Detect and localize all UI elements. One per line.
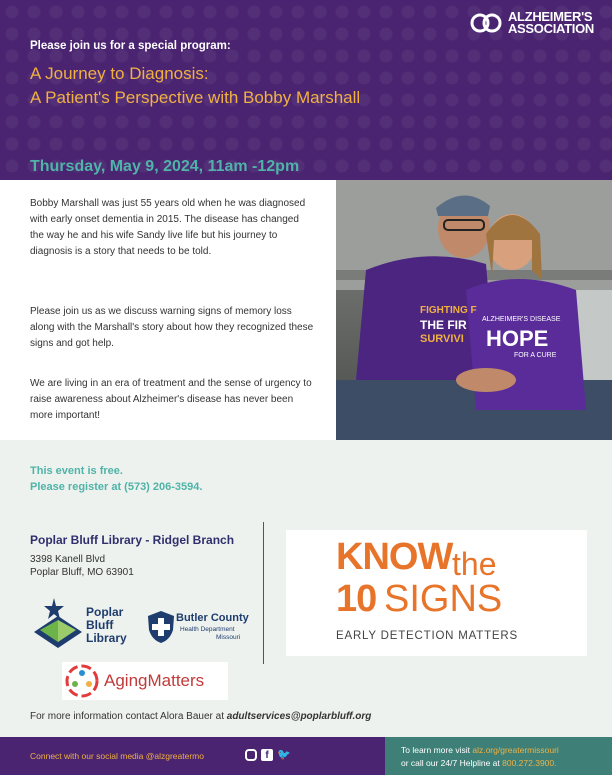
vertical-divider — [263, 522, 264, 664]
signs-word: SIGNS — [384, 578, 503, 620]
library-book-icon — [30, 594, 86, 654]
social-text: Connect with our social media @alzgreatermo — [30, 751, 204, 761]
learn-prefix: To learn more visit — [401, 745, 470, 755]
the-word: the — [452, 546, 497, 582]
description-panel — [0, 180, 336, 440]
shirt-text-right-3: FOR A CURE — [514, 352, 557, 359]
venue-street: 3398 Kanell Blvd — [30, 554, 106, 565]
shirt-text-right-1: ALZHEIMER'S DISEASE — [482, 316, 561, 323]
shield-icon — [146, 610, 176, 644]
shirt-text-right-2: HOPE — [486, 326, 549, 351]
butler-line2: Health Department — [180, 626, 235, 633]
alzheimers-association-logo — [470, 10, 594, 36]
aging-matters-text: AgingMatters — [104, 671, 205, 690]
ten-word: 10 — [336, 578, 377, 620]
twitter-icon[interactable]: 🐦 — [277, 749, 291, 761]
register-text: Please register at (573) 206-3594. — [30, 481, 203, 493]
intro-text: Please join us for a special program: — [30, 40, 231, 52]
early-detection-text: EARLY DETECTION MATTERS — [336, 630, 518, 642]
contact-email[interactable]: adultservices@poplarbluff.org — [226, 711, 372, 722]
instagram-icon[interactable] — [245, 749, 257, 761]
facebook-icon[interactable]: f — [261, 749, 273, 761]
helpline-prefix: or call our 24/7 Helpline at — [401, 758, 500, 768]
butler-line1: Butler County — [176, 612, 249, 624]
free-text: This event is free. — [30, 465, 123, 477]
shirt-text-left-1: FIGHTING F — [420, 305, 477, 316]
paragraph-3: We are living in an era of treatment and the sense of urgency to raise awareness about Alzheimer's disease has never been more important! — [30, 378, 312, 421]
logo-line1: ALZHEIMER'S — [507, 9, 593, 24]
pbl-line2: Bluff — [86, 618, 114, 632]
venue-address — [30, 553, 134, 579]
contact-text: For more information contact Alora Bauer at — [30, 711, 224, 722]
paragraph-1: Bobby Marshall was just 55 years old when he was diagnosed with early onset dementia in 2015. The disease has changed the way he and his wife Sandy live life but his journey to diagnosis is a story that needs to be told. — [30, 198, 306, 257]
logo-line2: ASSOCIATION — [507, 21, 594, 36]
helpline-number[interactable]: 800.272.3900. — [502, 758, 557, 768]
aging-matters-logo — [62, 662, 228, 700]
pbl-line1: Poplar — [86, 605, 124, 619]
marshall-couple-photo — [336, 180, 612, 440]
contact-line — [30, 711, 371, 722]
butler-line3: Missouri — [216, 634, 241, 641]
know-10-signs-graphic — [286, 530, 587, 656]
program-title — [30, 62, 360, 110]
event-date: Thursday, May 9, 2024, 11am -12pm — [30, 158, 300, 175]
title-line2: A Patient's Perspective with Bobby Marshall — [30, 88, 361, 107]
venue-name: Poplar Bluff Library - Ridgel Branch — [30, 533, 235, 547]
shirt-text-left-3: SURVIVI — [420, 333, 464, 345]
paragraph-2: Please join us as we discuss warning signs of memory loss along with the Marshall's story about how they recognized these signs and got help. — [30, 306, 314, 349]
footer-learn-more — [401, 744, 559, 770]
social-icons — [245, 749, 291, 761]
aging-matters-icon — [64, 663, 100, 699]
alz-logo-icon — [470, 10, 504, 36]
event-info — [30, 463, 202, 495]
butler-county-health-logo — [146, 610, 256, 646]
shirt-text-left-2: THE FIR — [420, 318, 467, 332]
header-banner — [0, 0, 612, 180]
know-word: KNOW — [336, 536, 453, 578]
venue-city: Poplar Bluff, MO 63901 — [30, 567, 134, 578]
pbl-line3: Library — [86, 631, 127, 645]
learn-url[interactable]: alz.org/greatermissouri — [472, 745, 559, 755]
title-line1: A Journey to Diagnosis: — [30, 64, 209, 83]
poplar-bluff-library-logo — [30, 594, 140, 654]
